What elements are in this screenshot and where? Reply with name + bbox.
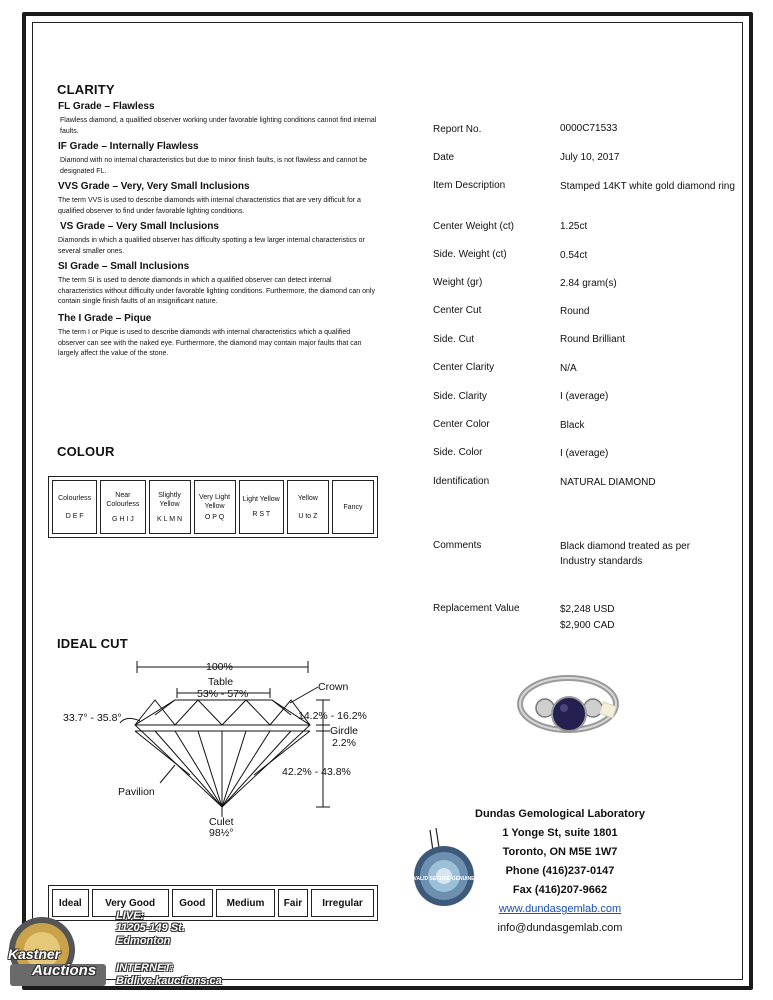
diagram-table-label: Table — [208, 676, 234, 688]
identification-value: NATURAL DIAMOND — [560, 477, 656, 488]
colour-scale-table — [48, 476, 378, 538]
center-clarity-label: Center Clarity — [433, 362, 495, 373]
center-weight-value: 1.25ct — [560, 221, 588, 232]
diagram-pavilion-label: Pavilion — [118, 786, 155, 798]
live-address-1: 11205-149 St. — [116, 922, 185, 934]
cut-cell-ideal: Ideal — [52, 889, 89, 917]
item-description-label: Item Description — [433, 180, 506, 191]
replacement-cad: $2,900 CAD — [560, 620, 615, 631]
cut-cell-medium: Medium — [216, 889, 275, 917]
diagram-table-range: 53% - 57% — [197, 688, 249, 700]
diagram-pavilion-depth: 42.2% - 43.8% — [282, 766, 351, 778]
center-color-value: Black — [560, 420, 585, 431]
comments-value: Black diamond treated as per Industry standards — [560, 541, 691, 567]
diagram-crown-angle: 33.7° - 35.8° — [63, 712, 122, 724]
grade-fl-text: Flawless diamond, a qualified observer working under favorable lighting conditions cannot find internal faults. — [60, 117, 377, 135]
center-cut-label: Center Cut — [433, 305, 482, 316]
cut-cell-fair: Fair — [278, 889, 308, 917]
comments-label: Comments — [433, 540, 482, 551]
replacement-value-label: Replacement Value — [433, 603, 520, 614]
grade-i-text: The term I or Pique is used to describe diamonds with internal characteristics which a qualified observer can see with the naked eye. Furthermore, the diamond may contain major faults that can largely affect the value of the stone. — [58, 329, 362, 357]
colour-cell-yellow: Yellow U to Z — [287, 480, 329, 534]
colour-cell-fancy: Fancy — [332, 480, 374, 534]
diagram-width-label: 100% — [206, 661, 233, 673]
lab-email[interactable]: info@dundasgemlab.com — [497, 922, 623, 934]
live-label: LIVE: — [116, 910, 145, 922]
date-label: Date — [433, 152, 455, 163]
lab-name: Dundas Gemological Laboratory — [475, 808, 645, 820]
side-cut-value: Round Brilliant — [560, 334, 626, 345]
side-color-label: Side. Color — [433, 447, 483, 458]
internet-label: INTERNET: — [116, 962, 174, 974]
lab-address-1: 1 Yonge St, suite 1801 — [502, 827, 618, 839]
report-no-label: Report No. — [433, 124, 482, 135]
colour-cell-very-light-yellow: Very Light Yellow O P Q — [194, 480, 236, 534]
cut-cell-very-good: Very Good — [92, 889, 169, 917]
side-weight-value: 0.54ct — [560, 250, 588, 261]
lab-website-link[interactable]: www.dundasgemlab.com — [498, 903, 622, 915]
side-cut-label: Side. Cut — [433, 334, 475, 345]
colour-cell-slightly-yellow: Slightly Yellow K L M N — [149, 480, 191, 534]
item-description-value: Stamped 14KT white gold diamond ring — [560, 181, 735, 192]
grade-if-heading: IF Grade – Internally Flawless — [58, 141, 199, 152]
identification-label: Identification — [433, 476, 490, 487]
lab-phone: Phone (416)237-0147 — [505, 865, 615, 877]
grade-si-text: The term SI is used to denote diamonds in which a qualified observer can detect internal characteristics without difficulty under favorable lighting conditions. Furthermore, the diamond can only contain single finish faults of an insignificant nature. — [58, 277, 375, 305]
ideal-cut-diagram — [40, 655, 390, 840]
colour-cell-light-yellow: Light Yellow R S T — [239, 480, 284, 534]
center-weight-label: Center Weight (ct) — [433, 221, 514, 232]
grade-vs-text: Diamonds in which a qualified observer has difficulty spotting a few larger internal characteristics or several smaller ones. — [58, 237, 365, 255]
cut-cell-irregular: Irregular — [311, 889, 374, 917]
grade-i-heading: The I Grade – Pique — [58, 313, 152, 324]
hologram-text: VALID SECURE GENUINE — [413, 876, 475, 882]
side-clarity-value: I (average) — [560, 391, 609, 402]
grade-if-text: Diamond with no internal characteristics but due to minor finish faults, is not flawless and cannot be designated FL. — [60, 157, 367, 175]
weight-gr-label: Weight (gr) — [433, 277, 483, 288]
diagram-culet-value: 98½° — [209, 827, 234, 839]
grade-vvs-heading: VVS Grade – Very, Very Small Inclusions — [58, 181, 250, 192]
ideal-cut-title: IDEAL CUT — [57, 636, 128, 651]
diagram-girdle-pct: 2.2% — [332, 737, 356, 749]
grade-fl-heading: FL Grade – Flawless — [58, 101, 155, 112]
center-color-label: Center Color — [433, 419, 490, 430]
colour-cell-colourless: Colourless D E F — [52, 480, 97, 534]
weight-gr-value: 2.84 gram(s) — [560, 278, 617, 289]
side-weight-label: Side. Weight (ct) — [433, 249, 507, 260]
internet-url: Bidlive.kauctions.ca — [116, 975, 222, 987]
colour-title: COLOUR — [57, 444, 115, 459]
diagram-girdle-label: Girdle — [330, 725, 359, 737]
hologram-seal — [404, 828, 488, 908]
colour-cell-near-colourless: Near Colourless G H I J — [100, 480, 145, 534]
kastner-brand-auctions: Auctions — [32, 962, 97, 979]
grade-si-heading: SI Grade – Small Inclusions — [58, 261, 190, 272]
grade-vs-heading: VS Grade – Very Small Inclusions — [60, 221, 219, 232]
replacement-usd: $2,248 USD — [560, 604, 615, 615]
lab-address-2: Toronto, ON M5E 1W7 — [502, 846, 618, 858]
lab-fax: Fax (416)207-9662 — [512, 884, 608, 896]
diagram-culet-label: Culet — [209, 816, 234, 828]
side-clarity-label: Side. Clarity — [433, 391, 487, 402]
grade-vvs-text: The term VVS is used to describe diamonds with internal characteristics that are very difficult for a qualified observer to find under favorable lighting conditions. — [58, 197, 361, 215]
center-cut-value: Round — [560, 306, 590, 317]
cut-cell-good: Good — [172, 889, 214, 917]
report-no-value: 0000C71533 — [560, 123, 618, 134]
ring-photo — [505, 662, 635, 757]
date-value: July 10, 2017 — [560, 152, 620, 163]
diagram-crown-height: 14.2% - 16.2% — [298, 710, 367, 722]
live-address-2: Edmonton — [116, 935, 171, 947]
clarity-title: CLARITY — [57, 82, 115, 97]
kastner-brand-name: Kastner — [8, 946, 61, 962]
diagram-crown-label: Crown — [318, 681, 349, 693]
center-clarity-value: N/A — [560, 363, 577, 374]
side-color-value: I (average) — [560, 448, 609, 459]
